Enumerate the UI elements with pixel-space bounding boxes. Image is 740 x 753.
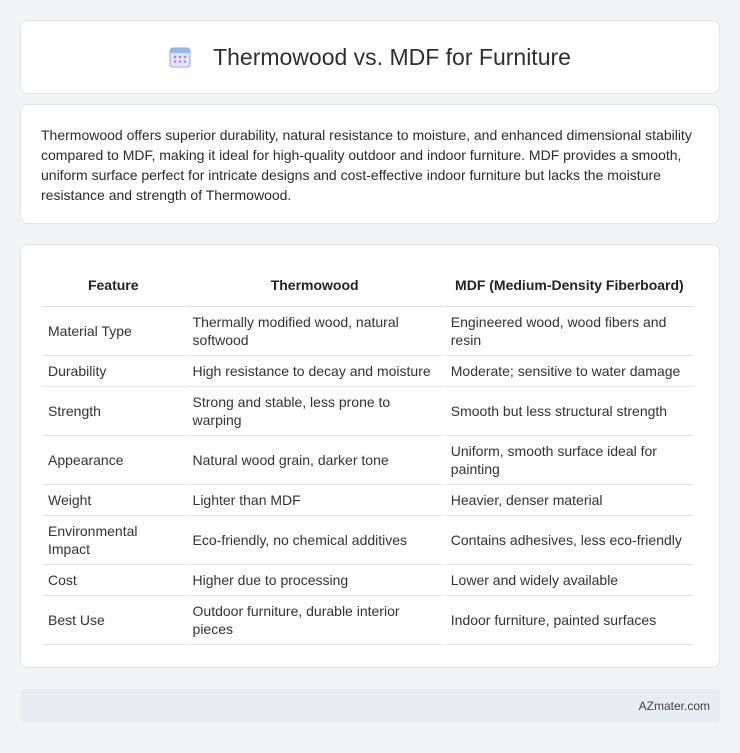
table-row: [42, 387, 694, 436]
thermowood-cell: Strong and stable, less prone to warping: [187, 387, 443, 436]
comparison-table: [40, 263, 696, 645]
header-feature: Feature: [42, 263, 185, 307]
mdf-cell: Moderate; sensitive to water damage: [445, 356, 694, 387]
header-mdf: MDF (Medium-Density Fiberboard): [445, 263, 694, 307]
mdf-cell: Contains adhesives, less eco-friendly: [445, 516, 694, 565]
table-header-row: [42, 263, 694, 307]
feature-cell: Best Use: [42, 596, 185, 645]
feature-cell: Durability: [42, 356, 185, 387]
feature-cell: Environmental Impact: [42, 516, 185, 565]
calendar-icon: [169, 46, 191, 68]
summary-text: Thermowood offers superior durability, natural resistance to moisture, and enhanced dimensional stability compared to MDF, making it ideal for high-quality outdoor and indoor furniture. MDF provides a smooth, uniform surface perfect for intricate designs and cost-effective indoor furniture but lacks the moisture resistance and strength of Thermowood.: [41, 127, 692, 203]
feature-cell: Appearance: [42, 436, 185, 485]
feature-cell: Material Type: [42, 307, 185, 356]
thermowood-cell: Eco-friendly, no chemical additives: [187, 516, 443, 565]
table-row: [42, 516, 694, 565]
thermowood-cell: Natural wood grain, darker tone: [187, 436, 443, 485]
footer-brand[interactable]: AZmater.com: [638, 698, 710, 713]
page-title: Thermowood vs. MDF for Furniture: [213, 43, 571, 70]
feature-cell: Strength: [42, 387, 185, 436]
mdf-cell: Indoor furniture, painted surfaces: [445, 596, 694, 645]
table-row: [42, 356, 694, 387]
thermowood-cell: Thermally modified wood, natural softwood: [187, 307, 443, 356]
mdf-cell: Smooth but less structural strength: [445, 387, 694, 436]
feature-cell: Cost: [42, 565, 185, 596]
table-row: [42, 307, 694, 356]
feature-cell: Weight: [42, 485, 185, 516]
summary-card: [20, 104, 720, 224]
header-thermowood: Thermowood: [187, 263, 443, 307]
mdf-cell: Uniform, smooth surface ideal for painting: [445, 436, 694, 485]
table-row: [42, 596, 694, 645]
table-row: [42, 436, 694, 485]
table-row: [42, 565, 694, 596]
mdf-cell: Heavier, denser material: [445, 485, 694, 516]
footer-bar: [20, 689, 720, 722]
comparison-card: [20, 244, 720, 668]
thermowood-cell: Outdoor furniture, durable interior pieces: [187, 596, 443, 645]
mdf-cell: Engineered wood, wood fibers and resin: [445, 307, 694, 356]
thermowood-cell: Higher due to processing: [187, 565, 443, 596]
title-card: [20, 20, 720, 94]
table-row: [42, 485, 694, 516]
mdf-cell: Lower and widely available: [445, 565, 694, 596]
thermowood-cell: Lighter than MDF: [187, 485, 443, 516]
thermowood-cell: High resistance to decay and moisture: [187, 356, 443, 387]
